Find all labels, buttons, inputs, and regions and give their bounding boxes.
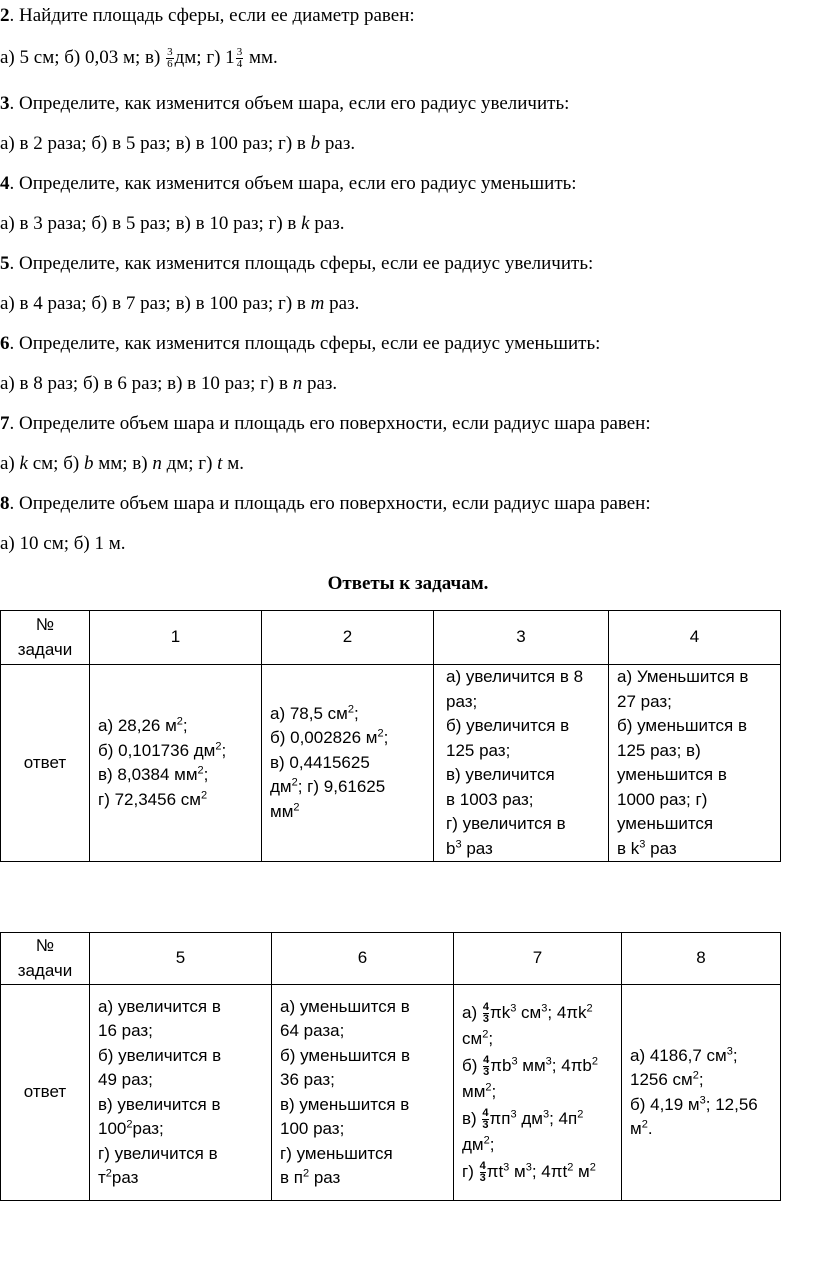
- problem-number: 2: [0, 5, 10, 26]
- text-fragment: дм: [516, 1108, 543, 1128]
- superscript: 3: [726, 1044, 733, 1057]
- options-text: а) в 8 раз; б) в 6 раз; в) в 10 раз; г) в: [0, 373, 293, 394]
- superscript: 3: [639, 837, 646, 850]
- text-fragment: 100: [98, 1119, 127, 1138]
- fraction: [483, 1055, 489, 1078]
- header-col: 7: [454, 933, 622, 985]
- fraction: [482, 1108, 488, 1131]
- problem-number: 8: [0, 493, 10, 514]
- text-fragment: πt: [486, 1161, 504, 1181]
- problem-5-options: [0, 292, 359, 316]
- options-text: а) 5 см; б) 0,03 м; в): [0, 47, 166, 68]
- row-label: ответ: [1, 985, 90, 1201]
- text-fragment: м: [573, 1161, 590, 1181]
- answers-title: Ответы к задачам.: [327, 573, 489, 594]
- text-fragment: ;: [182, 716, 188, 735]
- text-fragment: b: [446, 838, 456, 858]
- header-text: задачи: [17, 960, 73, 980]
- text-fragment: в): [462, 1108, 482, 1128]
- text-fragment: мм: [517, 1055, 546, 1075]
- problem-3-options: [0, 132, 355, 156]
- problem-number: 4: [0, 173, 10, 194]
- text-fragment: в п: [280, 1168, 303, 1187]
- superscript: 2: [176, 715, 183, 728]
- header-col: 1: [90, 611, 262, 665]
- text-fragment: г) увеличится в: [446, 814, 566, 833]
- options-text: раз.: [324, 293, 360, 314]
- superscript: 3: [699, 1093, 706, 1106]
- text-fragment: в) увеличится в: [98, 1094, 221, 1114]
- problem-4: [0, 172, 577, 196]
- text-fragment: ; 4πt: [531, 1161, 568, 1181]
- text-fragment: в k: [617, 838, 640, 858]
- header-text: задачи: [17, 639, 73, 659]
- text-fragment: мм: [270, 801, 294, 821]
- text-fragment: ;: [698, 1070, 704, 1089]
- superscript: 2: [377, 727, 384, 740]
- superscript: 2: [482, 1028, 489, 1041]
- text-fragment: 64 раза;: [280, 1021, 345, 1040]
- superscript: 3: [542, 1108, 550, 1121]
- text-fragment: 100 раз;: [280, 1119, 345, 1138]
- variable: k: [19, 453, 28, 474]
- superscript: 3: [525, 1161, 532, 1174]
- text-fragment: в) уменьшится в: [280, 1094, 410, 1114]
- problem-question: . Определите, как изменится объем шара, если его радиус увеличить:: [9, 93, 570, 114]
- text-fragment: ;: [488, 1029, 494, 1049]
- answer-cell-4: [609, 665, 781, 862]
- text-fragment: уменьшится: [617, 814, 714, 833]
- superscript: 2: [197, 764, 204, 777]
- numerator: 3: [236, 46, 243, 59]
- header-col: 5: [90, 933, 272, 985]
- superscript: 2: [485, 1081, 492, 1094]
- text-fragment: раз: [461, 838, 493, 858]
- problem-number: 6: [0, 333, 10, 354]
- text-fragment: дм: [270, 777, 292, 797]
- table-row: [1, 665, 781, 862]
- text-fragment: 4: [482, 1000, 489, 1013]
- superscript: 2: [293, 801, 300, 814]
- text-fragment: см: [462, 1029, 483, 1049]
- text-fragment: мм: [462, 1082, 486, 1102]
- options-text: мм.: [244, 47, 278, 68]
- text-fragment: ;: [383, 728, 389, 748]
- options-text: м.: [222, 453, 244, 474]
- text-fragment: в) 0,4415625: [270, 752, 370, 772]
- numerator: 3: [167, 46, 173, 59]
- text-fragment: 1256 см: [630, 1070, 693, 1089]
- text-fragment: ;: [732, 1045, 738, 1065]
- text-fragment: 125 раз; в): [617, 740, 701, 760]
- answer-cell-2: [262, 665, 434, 862]
- text-fragment: а) уменьшится в: [280, 996, 410, 1016]
- problem-question: . Определите, как изменится площадь сферы, если ее радиус уменьшить:: [9, 333, 601, 354]
- options-text: а): [0, 453, 20, 474]
- fraction: [480, 1161, 486, 1184]
- text-fragment: б) увеличится в: [446, 716, 570, 735]
- superscript: 2: [692, 1069, 699, 1082]
- problem-number: 5: [0, 253, 10, 274]
- superscript: 3: [510, 1002, 517, 1015]
- text-fragment: 27 раз;: [617, 691, 672, 711]
- problem-2-options: [0, 46, 278, 70]
- options-text: дм; г): [161, 453, 218, 474]
- superscript: 2: [302, 1167, 310, 1180]
- problem-8: [0, 492, 651, 516]
- text-fragment: в) 8,0384 мм: [98, 765, 198, 784]
- text-fragment: т: [98, 1168, 106, 1187]
- options-text: раз.: [309, 213, 345, 234]
- problem-4-options: [0, 212, 345, 236]
- text-fragment: 16 раз;: [98, 1021, 153, 1040]
- problem-6-options: [0, 372, 337, 396]
- table-row: [1, 985, 781, 1201]
- text-fragment: ; 4πb: [551, 1055, 592, 1075]
- fraction: [483, 1002, 489, 1025]
- text-fragment: в 1003 раз;: [446, 789, 534, 809]
- variable: t: [217, 453, 223, 474]
- text-fragment: 4: [483, 1053, 490, 1066]
- text-fragment: м: [509, 1161, 526, 1181]
- text-fragment: в) увеличится: [446, 765, 555, 784]
- text-fragment: а) Уменьшится в: [617, 667, 749, 686]
- superscript: 3: [511, 1055, 518, 1068]
- header-col: 4: [609, 611, 781, 665]
- text-fragment: м: [630, 1119, 642, 1138]
- text-fragment: 49 раз;: [98, 1070, 153, 1089]
- variable: m: [310, 293, 325, 314]
- header-text: №: [35, 936, 55, 955]
- variable: n: [152, 453, 162, 474]
- text-fragment: ; 12,56: [705, 1094, 758, 1114]
- problem-8-options: [0, 532, 126, 556]
- superscript: 3: [455, 837, 462, 850]
- text-fragment: ; г) 9,61625: [297, 777, 386, 797]
- problem-question: . Найдите площадь сферы, если ее диаметр равен:: [9, 5, 415, 26]
- answers-table-1: [0, 610, 781, 862]
- denominator: 6: [167, 58, 173, 71]
- text-fragment: б) уменьшится в: [280, 1045, 411, 1065]
- options-text: а) в 4 раза; б) в 7 раз; в) в 100 раз; г) в: [0, 293, 311, 314]
- text-fragment: раз;: [132, 1119, 164, 1138]
- answer-cell-1: [90, 665, 262, 862]
- text-fragment: 4: [482, 1106, 489, 1119]
- options-text: дм; г) 1: [174, 47, 235, 68]
- problem-3: [0, 92, 569, 116]
- problem-7-options: [0, 452, 244, 476]
- answer-cell-8: [622, 985, 781, 1201]
- text-fragment: ;: [353, 703, 359, 723]
- text-fragment: а) 78,5 см: [270, 703, 348, 723]
- text-fragment: πb: [490, 1055, 512, 1075]
- text-fragment: 3: [482, 1012, 489, 1025]
- text-fragment: см: [516, 1002, 542, 1022]
- options-text: мм; в): [93, 453, 153, 474]
- superscript: 3: [503, 1161, 510, 1174]
- text-fragment: ;: [489, 1135, 495, 1155]
- header-col: 2: [262, 611, 434, 665]
- text-fragment: ;: [491, 1082, 497, 1102]
- problem-number: 3: [0, 93, 10, 114]
- superscript: 2: [591, 1055, 599, 1068]
- text-fragment: а) 4186,7 см: [630, 1045, 727, 1065]
- options-text: см; б): [27, 453, 84, 474]
- problem-2: [0, 4, 415, 28]
- header-col: 3: [434, 611, 609, 665]
- text-fragment: раз: [645, 838, 677, 858]
- text-fragment: б) 0,002826 м: [270, 728, 378, 748]
- answers-table-2: [0, 932, 781, 1201]
- superscript: 2: [567, 1161, 574, 1174]
- text-fragment: г) увеличится в: [98, 1143, 218, 1163]
- text-fragment: πп: [489, 1108, 511, 1128]
- text-fragment: .: [647, 1119, 653, 1138]
- header-col: 6: [272, 933, 454, 985]
- text-fragment: дм: [462, 1135, 484, 1155]
- text-fragment: πk: [489, 1002, 511, 1022]
- variable: k: [301, 213, 310, 234]
- fraction: [236, 47, 244, 70]
- superscript: 2: [589, 1161, 596, 1174]
- problem-7: [0, 412, 651, 436]
- text-fragment: б): [462, 1055, 483, 1075]
- text-fragment: г) 72,3456 см: [98, 789, 201, 809]
- text-fragment: а) увеличится в: [98, 996, 221, 1016]
- variable: b: [83, 453, 94, 474]
- superscript: 2: [126, 1118, 133, 1131]
- superscript: 2: [586, 1002, 593, 1015]
- text-fragment: ;: [221, 740, 227, 760]
- problem-question: . Определите объем шара и площадь его поверхности, если радиус шара равен:: [9, 493, 651, 514]
- superscript: 3: [541, 1002, 548, 1015]
- superscript: 2: [200, 788, 208, 801]
- text-fragment: раз;: [446, 691, 478, 711]
- answer-cell-7: [454, 985, 622, 1201]
- row-label: ответ: [1, 665, 90, 862]
- table-header-row: [1, 611, 781, 665]
- text-fragment: б) 4,19 м: [630, 1094, 700, 1114]
- options-text: а) в 3 раза; б) в 5 раз; в) в 10 раз; г) в: [0, 213, 302, 234]
- problem-6: [0, 332, 600, 356]
- problem-number: 7: [0, 413, 10, 434]
- options-text: раз.: [302, 373, 338, 394]
- variable: n: [292, 373, 303, 394]
- header-task-number: [1, 933, 90, 985]
- superscript: 3: [510, 1108, 517, 1121]
- table-header-row: [1, 933, 781, 985]
- options-text: а) 10 см; б) 1 м.: [0, 533, 126, 554]
- text-fragment: ;: [203, 765, 209, 784]
- text-fragment: б) увеличится в: [98, 1045, 222, 1065]
- superscript: 2: [641, 1118, 648, 1131]
- text-fragment: г) уменьшится: [280, 1143, 393, 1163]
- header-col: 8: [622, 933, 781, 985]
- text-fragment: 1000 раз; г): [617, 789, 708, 809]
- text-fragment: 4: [479, 1159, 486, 1172]
- superscript: 2: [347, 703, 354, 716]
- problem-5: [0, 252, 593, 276]
- answer-cell-6: [272, 985, 454, 1201]
- text-fragment: а) 28,26 м: [98, 716, 177, 735]
- answer-cell-3: [434, 665, 609, 862]
- text-fragment: ; 4πk: [547, 1002, 587, 1022]
- text-fragment: 125 раз;: [446, 740, 511, 760]
- text-fragment: г): [462, 1161, 479, 1181]
- variable: b: [310, 133, 321, 154]
- superscript: 2: [577, 1108, 584, 1121]
- text-fragment: 36 раз;: [280, 1070, 335, 1089]
- denominator: 4: [236, 58, 243, 71]
- superscript: 2: [215, 739, 222, 752]
- text-fragment: б) 0,101736 дм: [98, 740, 216, 760]
- options-text: а) в 2 раза; б) в 5 раз; в) в 100 раз; г) в: [0, 133, 311, 154]
- superscript: 3: [545, 1055, 552, 1068]
- text-fragment: 3: [482, 1118, 489, 1131]
- text-fragment: а) увеличится в 8: [446, 667, 584, 686]
- text-fragment: раз: [309, 1168, 341, 1187]
- text-fragment: 3: [483, 1065, 490, 1078]
- options-text: раз.: [320, 133, 356, 154]
- header-task-number: [1, 611, 90, 665]
- answer-cell-5: [90, 985, 272, 1201]
- problem-question: . Определите, как изменится объем шара, если его радиус уменьшить:: [9, 173, 577, 194]
- superscript: 2: [291, 776, 298, 789]
- problem-question: . Определите объем шара и площадь его поверхности, если радиус шара равен:: [9, 413, 651, 434]
- header-text: №: [35, 615, 55, 634]
- superscript: 2: [483, 1134, 490, 1147]
- text-fragment: б) уменьшится в: [617, 716, 748, 735]
- text-fragment: 3: [479, 1171, 486, 1184]
- fraction: [166, 47, 174, 70]
- superscript: 2: [105, 1167, 112, 1180]
- text-fragment: уменьшится в: [617, 765, 727, 784]
- text-fragment: ; 4п: [549, 1108, 578, 1128]
- text-fragment: раз: [111, 1168, 139, 1187]
- problem-question: . Определите, как изменится площадь сферы, если ее радиус увеличить:: [9, 253, 594, 274]
- text-fragment: а): [462, 1002, 482, 1022]
